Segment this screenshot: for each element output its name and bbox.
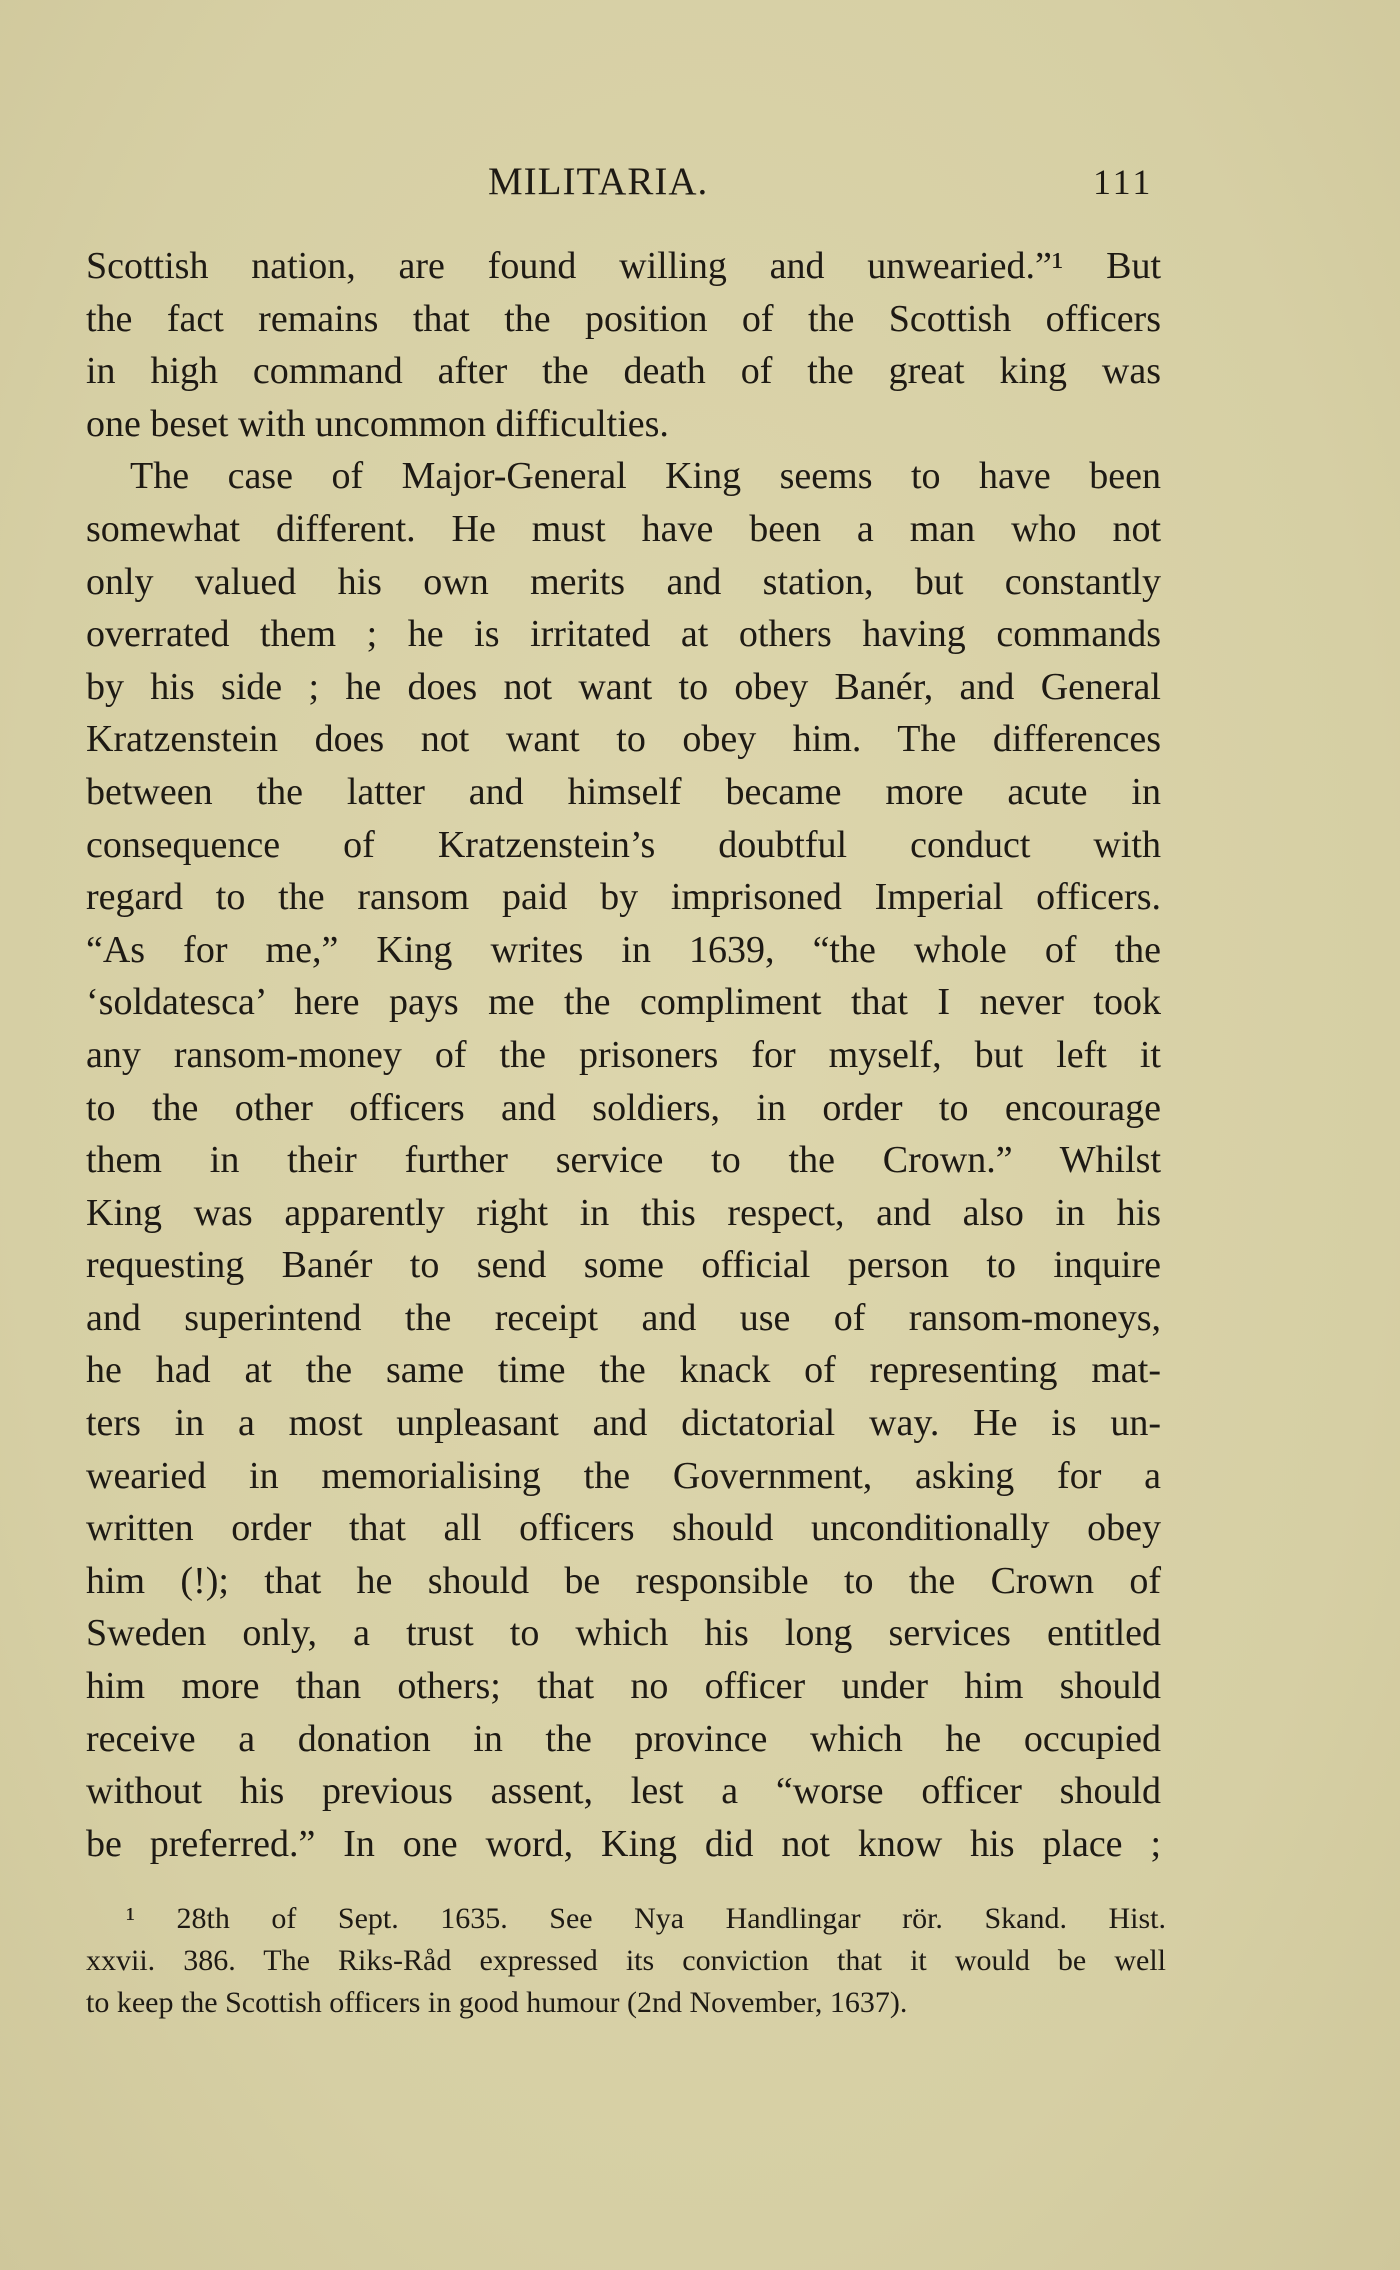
text-line: in high command after the death of the great king was [86,350,1161,393]
text-line: one beset with uncommon difficulties. [86,402,669,445]
text-line: any ransom-money of the prisoners for myself, but left it [86,1033,1161,1076]
text-line: requesting Banér to send some official person to inquire [86,1244,1161,1287]
text-line: ‘soldatesca’ here pays me the compliment that I never took [86,981,1161,1024]
text-line: him (!); that he should be responsible to the Crown of [86,1559,1161,1602]
footnote-line: xxvii. 386. The Riks-Råd expressed its conviction that it would be well [86,1944,1166,1977]
text-line: ters in a most unpleasant and dictatorial way. He is un- [86,1402,1161,1445]
text-line: regard to the ransom paid by imprisoned Imperial officers. [86,876,1161,919]
footnote-line: to keep the Scottish officers in good humour (2nd November, 1637). [86,1986,908,2019]
text-line: receive a donation in the province which he occupied [86,1717,1161,1760]
text-line: King was apparently right in this respect, and also in his [86,1191,1161,1234]
footnotes [86,1898,1166,2024]
text-line: The case of Major-General King seems to have been [130,455,1161,498]
text-line: somewhat different. He must have been a man who not [86,507,1161,550]
text-line: by his side ; he does not want to obey Banér, and General [86,665,1161,708]
text-line: between the latter and himself became more acute in [86,770,1161,813]
footnote-line: ¹ 28th of Sept. 1635. See Nya Handlingar rör. Skand. Hist. [126,1902,1166,1935]
text-line: wearied in memorialising the Government, asking for a [86,1454,1161,1497]
text-line: the fact remains that the position of the Scottish officers [86,297,1161,340]
text-line: Scottish nation, are found willing and unwearied.”¹ But [86,245,1161,287]
text-line: “As for me,” King writes in 1639, “the whole of the [86,928,1161,971]
text-line: him more than others; that no officer under him should [86,1665,1161,1708]
running-title: MILITARIA. [488,160,709,203]
text-line: them in their further service to the Crown.” Whilst [86,1139,1161,1182]
page-number: 111 [1093,162,1154,202]
text-line: be preferred.” In one word, King did not know his place ; [86,1822,1161,1865]
text-line: written order that all officers should unconditionally obey [86,1507,1161,1550]
text-line: Sweden only, a trust to which his long services entitled [86,1612,1161,1655]
text-line: he had at the same time the knack of representing mat- [86,1349,1161,1392]
text-line: and superintend the receipt and use of ransom-moneys, [86,1296,1161,1339]
text-line: consequence of Kratzenstein’s doubtful conduct with [86,823,1161,866]
running-head [0,152,1400,212]
text-line: Kratzenstein does not want to obey him. The differences [86,718,1161,761]
text-line: without his previous assent, lest a “worse officer should [86,1770,1161,1813]
text-line: only valued his own merits and station, but constantly [86,560,1161,603]
text-line: overrated them ; he is irritated at others having commands [86,613,1161,656]
text-line: to the other officers and soldiers, in order to encourage [86,1086,1161,1129]
body-text [86,240,1161,1870]
